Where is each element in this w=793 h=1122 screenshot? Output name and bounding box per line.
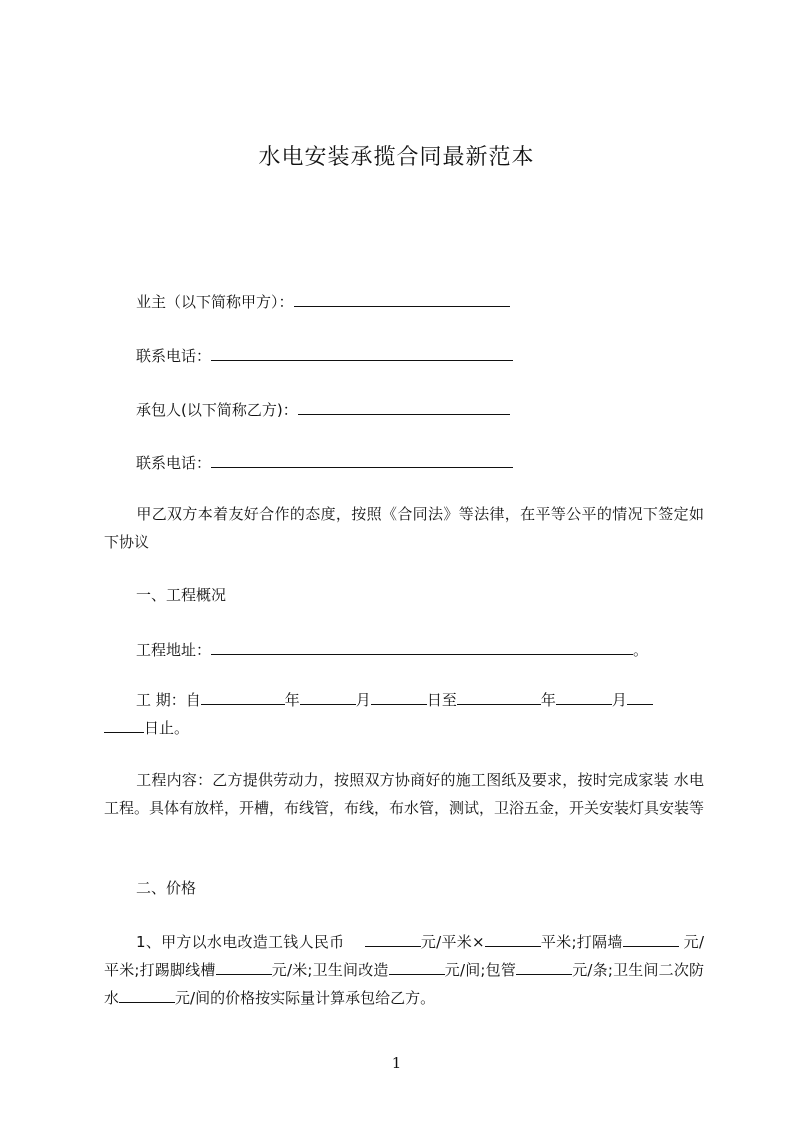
period-day1: 日至 [426,691,457,709]
owner-phone-label: 联系电话： [136,347,212,365]
contractor-blank [298,400,510,415]
page-number: 1 [391,1054,402,1072]
period-month1: 月 [355,691,371,709]
section1-heading: 一、工程概况 [136,586,227,604]
period-end: 日止。 [144,719,190,737]
section2-heading: 二、价格 [136,879,197,897]
period-month2: 月 [611,691,627,709]
contractor-label: 承包人(以下简称乙方)： [136,401,298,419]
period-year1: 年 [284,691,300,709]
content-text: 工程内容：乙方提供劳动力，按照双方协商好的施工图纸及要求，按时完成家装 水电工程。具体有放样，开槽，布线管，布线，布水管，测试，卫浴五金，开关安装灯具安装等 [104,771,705,817]
period-paragraph [104,686,704,742]
intro-text: 甲乙双方本着友好合作的态度，按照《合同法》等法律，在平等公平的情况下签定如下协议 [104,505,704,551]
owner-line [136,292,510,312]
contractor-phone-line [136,453,513,473]
owner-blank [294,292,510,307]
contractor-line [136,400,510,420]
period-label: 工 期：自 [136,691,201,709]
address-label: 工程地址： [136,641,212,659]
price-p2: 元/平米× [420,933,485,951]
price-p8: 元/间的价格按实际量计算承包给乙方。 [175,989,436,1007]
price-p1: 1、甲方以水电改造工钱人民币 [136,933,345,951]
price-p5: 元/米;卫生间改造 [271,961,389,979]
owner-phone-line [136,346,513,366]
price-p7: 元/条;卫生间二次防水 [104,961,705,1007]
address-blank [211,640,633,655]
price-paragraph [104,928,704,1012]
owner-phone-blank [211,346,513,361]
price-p3: 平米;打隔墙 [540,933,623,951]
price-p4: 元/平米;打踢脚线槽 [104,933,705,979]
document-title: 水电安装承揽合同最新范本 [258,145,535,170]
address-line [136,640,648,660]
price-p6: 元/间;包管 [444,961,517,979]
period-year2: 年 [540,691,556,709]
contractor-phone-blank [211,453,513,468]
address-end: 。 [633,641,649,659]
owner-label: 业主（以下简称甲方）： [136,293,294,311]
contractor-phone-label: 联系电话： [136,454,212,472]
content-paragraph [104,766,704,822]
intro-paragraph [104,500,704,556]
